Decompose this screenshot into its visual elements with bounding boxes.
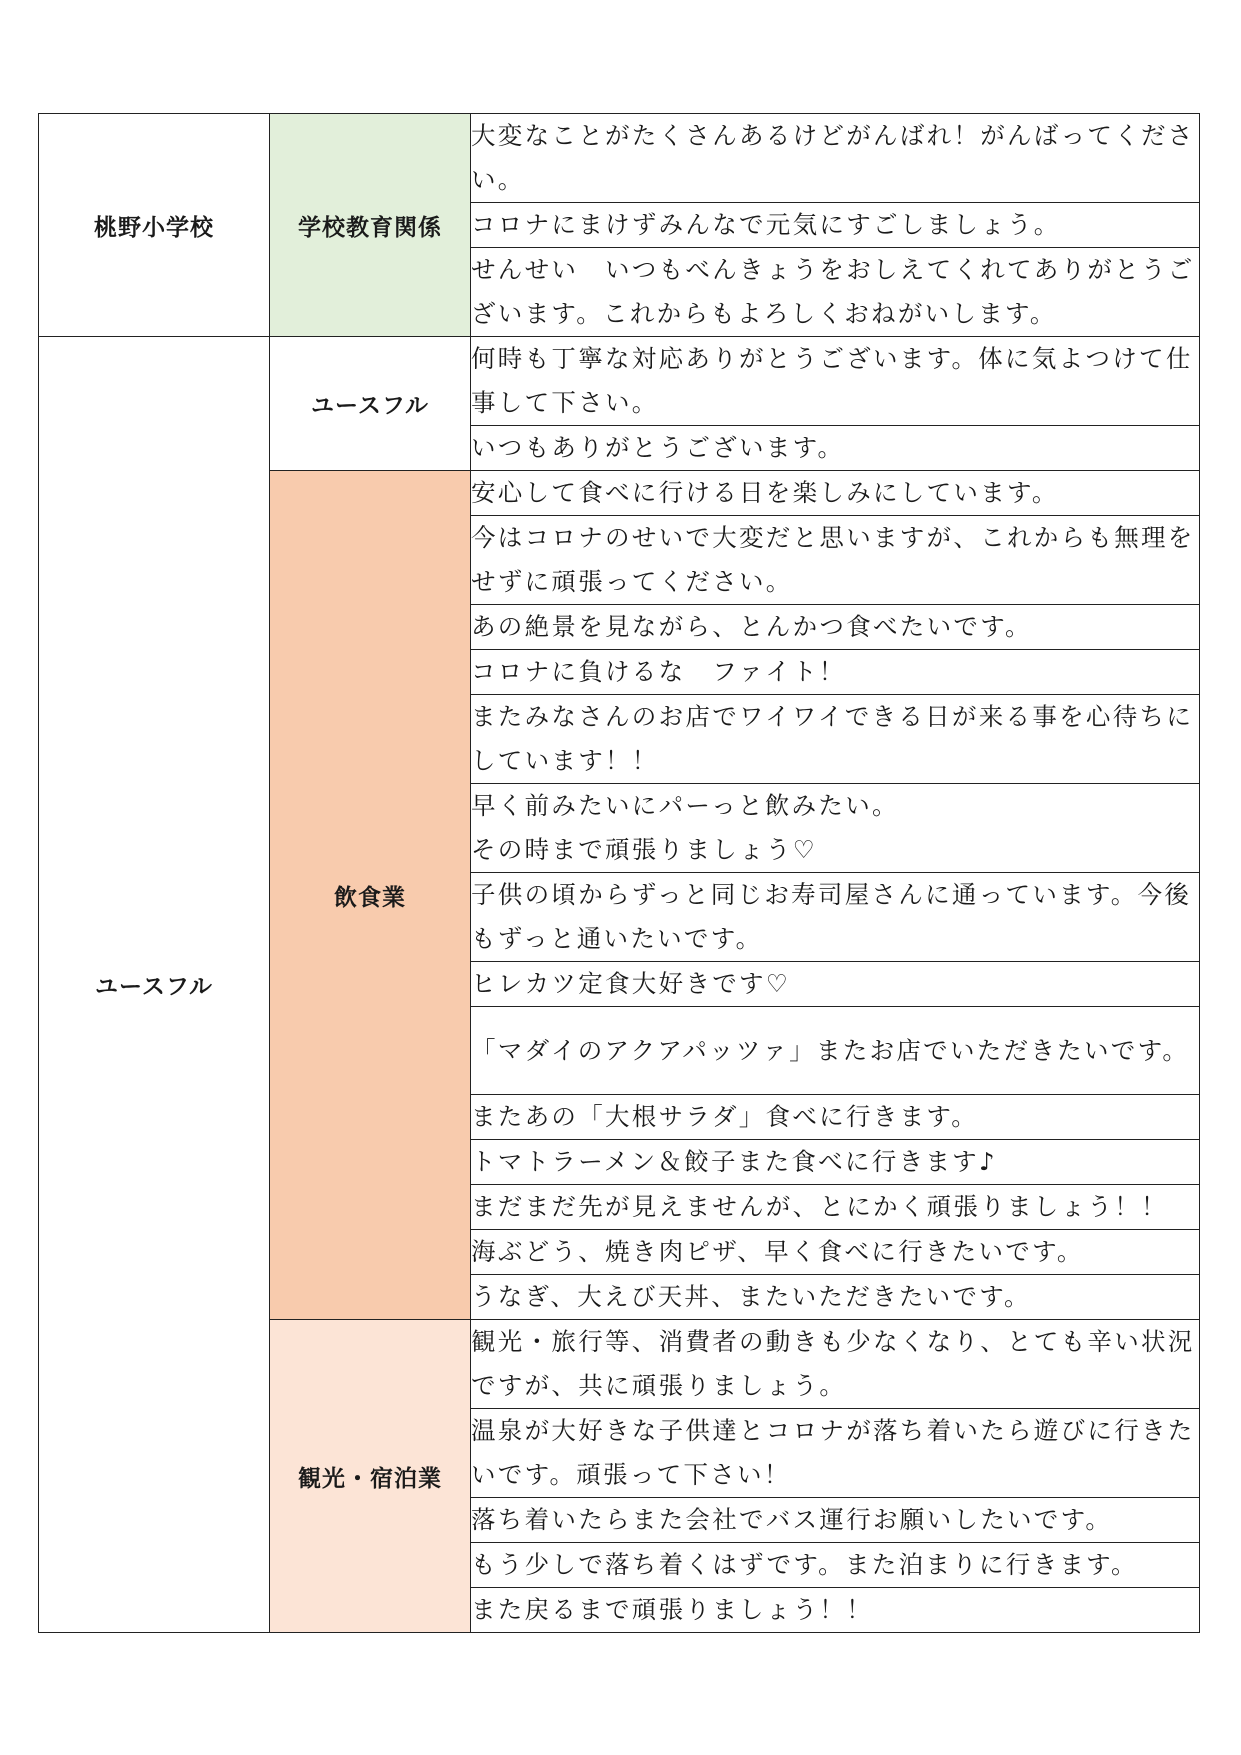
message-cell: 子供の頃からずっと同じお寿司屋さんに通っています。今後もずっと通いたいです。 [471,873,1200,962]
message-cell: もう少しで落ち着くはずです。また泊まりに行きます。 [471,1543,1200,1588]
message-cell: 観光・旅行等、消費者の動きも少なくなり、とても辛い状況ですが、共に頑張りましょう。 [471,1320,1200,1409]
message-cell: せんせい いつもべんきょうをおしえてくれてありがとうございます。これからもよろしくおねがいします。 [471,248,1200,337]
message-cell: 早く前みたいにパーっと飲みたい。 その時まで頑張りましょう♡ [471,784,1200,873]
message-cell: コロナにまけずみんなで元気にすごしましょう。 [471,203,1200,248]
table-row [39,337,1200,426]
message-cell: またあの「大根サラダ」食べに行きます。 [471,1095,1200,1140]
message-cell: 何時も丁寧な対応ありがとうございます。体に気よつけて仕事して下さい。 [471,337,1200,426]
group-label-school: 桃野小学校 [39,114,270,337]
message-cell: あの絶景を見ながら、とんかつ食べたいです。 [471,605,1200,650]
category-useful: ユースフル [270,337,471,471]
message-cell: 「マダイのアクアパッツァ」またお店でいただきたいです。 [471,1007,1200,1095]
message-cell: まだまだ先が見えませんが、とにかく頑張りましょう！！ [471,1185,1200,1230]
category-food: 飲食業 [270,471,471,1320]
message-cell: ヒレカツ定食大好きです♡ [471,962,1200,1007]
category-tourism: 観光・宿泊業 [270,1320,471,1633]
message-cell: トマトラーメン＆餃子また食べに行きます♪ [471,1140,1200,1185]
table-row [39,114,1200,203]
message-table [38,113,1200,1633]
message-cell: いつもありがとうございます。 [471,426,1200,471]
category-school-education: 学校教育関係 [270,114,471,337]
message-cell: またみなさんのお店でワイワイできる日が来る事を心待ちにしています！！ [471,695,1200,784]
message-cell: 大変なことがたくさんあるけどがんばれ！がんばってください。 [471,114,1200,203]
message-cell: 海ぶどう、焼き肉ピザ、早く食べに行きたいです。 [471,1230,1200,1275]
message-cell: コロナに負けるな ファイト！ [471,650,1200,695]
message-cell: 安心して食べに行ける日を楽しみにしています。 [471,471,1200,516]
message-cell: また戻るまで頑張りましょう！！ [471,1588,1200,1633]
message-cell: うなぎ、大えび天丼、またいただきたいです。 [471,1275,1200,1320]
group-label-useful: ユースフル [39,337,270,1633]
message-cell: 今はコロナのせいで大変だと思いますが、これからも無理をせずに頑張ってください。 [471,516,1200,605]
message-cell: 落ち着いたらまた会社でバス運行お願いしたいです。 [471,1498,1200,1543]
message-cell: 温泉が大好きな子供達とコロナが落ち着いたら遊びに行きたいです。頑張って下さい！ [471,1409,1200,1498]
